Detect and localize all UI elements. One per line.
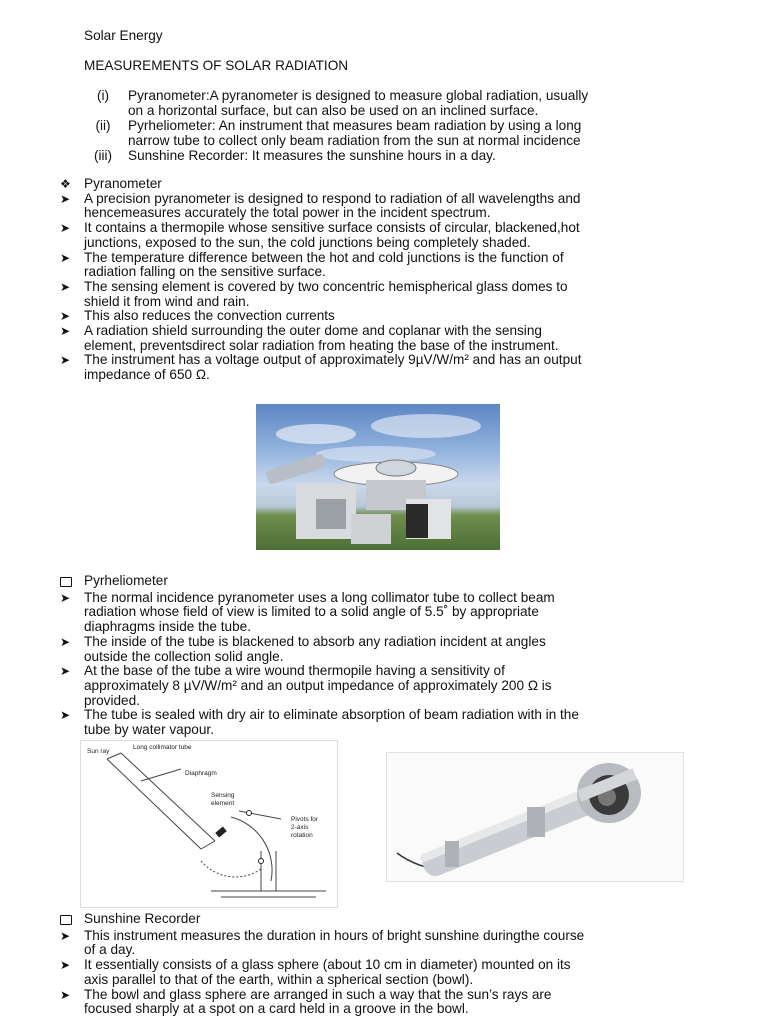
section-heading: Pyranometer [84, 176, 162, 191]
diagram-label: 2-axis [291, 824, 309, 831]
list-marker: (iii) [93, 148, 113, 163]
bullet-text: provided. [84, 692, 140, 708]
bullet-item [60, 251, 740, 280]
bullet-item [60, 988, 740, 1017]
bullet-item [60, 664, 740, 708]
list-item-text: Sunshine Recorder: It measures the sunshine hours in a day. [128, 148, 496, 163]
bullet-text: It essentially consists of a glass sphere (about 10 cm in diameter) mounted on its [84, 957, 571, 973]
arrow-bullet-icon: ➤ [60, 987, 71, 1002]
sunshine-recorder-section [60, 912, 740, 1017]
numbered-list [78, 88, 738, 163]
list-item [78, 118, 738, 148]
bullet-item [60, 708, 740, 737]
bullet-item [60, 309, 740, 324]
arrow-bullet-icon: ➤ [60, 221, 71, 236]
bullet-text: The temperature difference between the hot and cold junctions is the function of [84, 249, 564, 265]
document-title: Solar Energy [84, 28, 163, 43]
pyrheliometer-diagram [80, 740, 338, 908]
bullet-item [60, 221, 740, 250]
diagram-label: rotation [291, 832, 313, 839]
diagram-label: element [211, 800, 235, 807]
bullet-text: The tube is sealed with dry air to eliminate absorption of beam radiation with in the [84, 707, 579, 723]
bullet-text: At the base of the tube a wire wound thermopile having a sensitivity of [84, 663, 505, 679]
bullet-text: axis parallel to that of the earth, within a spherical section (bowl). [84, 971, 474, 987]
arrow-bullet-icon: ➤ [60, 324, 71, 339]
pyrheliometer-section [60, 574, 740, 738]
bullet-text: outside the collection solid angle. [84, 648, 284, 664]
bullet-item [60, 958, 740, 987]
bullet-text: It contains a thermopile whose sensitive surface consists of circular, blackened,hot [84, 220, 580, 236]
arrow-bullet-icon: ➤ [60, 250, 71, 265]
bullet-item [60, 929, 740, 958]
bullet-text: of a day. [84, 942, 136, 958]
diagram-label: Sensing [211, 792, 235, 799]
arrow-bullet-icon: ➤ [60, 708, 71, 723]
diagram-label: Sun ray [87, 748, 110, 755]
bullet-text: A radiation shield surrounding the outer dome and coplanar with the sensing [84, 323, 542, 339]
bullet-text: tube by water vapour. [84, 722, 214, 738]
list-item-text: on a horizontal surface, but can also be used on an inclined surface. [128, 103, 539, 118]
list-item [78, 88, 738, 118]
bullet-text: radiation whose field of view is limited to a solid angle of 5.5˚ by appropriate [84, 604, 539, 620]
pyranometer-photo [256, 404, 500, 550]
bullet-text: radiation falling on the sensitive surface. [84, 264, 326, 280]
bullet-text: The sensing element is covered by two concentric hemispherical glass domes to [84, 278, 568, 294]
document-heading: MEASUREMENTS OF SOLAR RADIATION [84, 58, 349, 73]
arrow-bullet-icon: ➤ [60, 353, 71, 368]
bullet-text: The instrument has a voltage output of approximately 9µV/W/m² and has an output [84, 352, 582, 368]
list-marker: (ii) [95, 118, 111, 133]
bullet-item [60, 353, 740, 382]
diagram-label: Diaphragm [185, 770, 217, 777]
list-item [78, 148, 738, 163]
checkbox-bullet-icon [60, 574, 84, 591]
bullet-text: element, preventsdirect solar radiation from heating the base of the instrument. [84, 337, 559, 353]
arrow-bullet-icon: ➤ [60, 928, 71, 943]
bullet-text: focused sharply at a spot on a card held in a groove in the bowl. [84, 1001, 469, 1017]
bullet-text: junctions, exposed to the sun, the cold junctions being completely shaded. [84, 234, 531, 250]
diamond-bullet-icon: ❖ [60, 177, 71, 191]
pyranometer-section [60, 177, 740, 383]
diagram-label: Pivots for [291, 816, 319, 823]
arrow-bullet-icon: ➤ [60, 958, 71, 973]
list-item-text: Pyrheliometer: An instrument that measures beam radiation by using a long [128, 118, 582, 133]
arrow-bullet-icon: ➤ [60, 590, 71, 605]
arrow-bullet-icon: ➤ [60, 664, 71, 679]
bullet-text: This also reduces the convection currents [84, 308, 335, 324]
bullet-text: A precision pyranometer is designed to respond to radiation of all wavelengths and [84, 190, 581, 206]
bullet-item [60, 635, 740, 664]
bullet-text: diaphragms inside the tube. [84, 619, 252, 635]
bullet-text: impedance of 650 Ω. [84, 367, 210, 383]
bullet-text: shield it from wind and rain. [84, 293, 250, 309]
list-marker: (i) [96, 88, 110, 103]
bullet-text: This instrument measures the duration in hours of bright sunshine duringthe course [84, 927, 585, 943]
bullet-text: The bowl and glass sphere are arranged in such a way that the sun’s rays are [84, 986, 552, 1002]
arrow-bullet-icon: ➤ [60, 309, 71, 324]
bullet-text: approximately 8 µV/W/m² and an output impedance of approximately 200 Ω is [84, 677, 552, 693]
bullet-item [60, 324, 740, 353]
bullet-text: The inside of the tube is blackened to absorb any radiation incident at angles [84, 633, 546, 649]
section-heading: Sunshine Recorder [84, 911, 201, 926]
diagram-label: Long collimator tube [133, 744, 192, 751]
bullet-item [60, 280, 740, 309]
bullet-item [60, 591, 740, 635]
list-item-text: narrow tube to collect only beam radiation from the sun at normal incidence [128, 133, 581, 148]
arrow-bullet-icon: ➤ [60, 191, 71, 206]
checkbox-bullet-icon [60, 912, 84, 929]
bullet-text: The normal incidence pyranometer uses a long collimator tube to collect beam [84, 589, 555, 605]
bullet-text: hencemeasures accurately the total power in the incident spectrum. [84, 205, 491, 221]
section-heading: Pyrheliometer [84, 573, 168, 588]
pyrheliometer-photo [386, 752, 684, 882]
arrow-bullet-icon: ➤ [60, 634, 71, 649]
bullet-item [60, 192, 740, 221]
list-item-text: Pyranometer:A pyranometer is designed to measure global radiation, usually [128, 88, 589, 103]
arrow-bullet-icon: ➤ [60, 279, 71, 294]
